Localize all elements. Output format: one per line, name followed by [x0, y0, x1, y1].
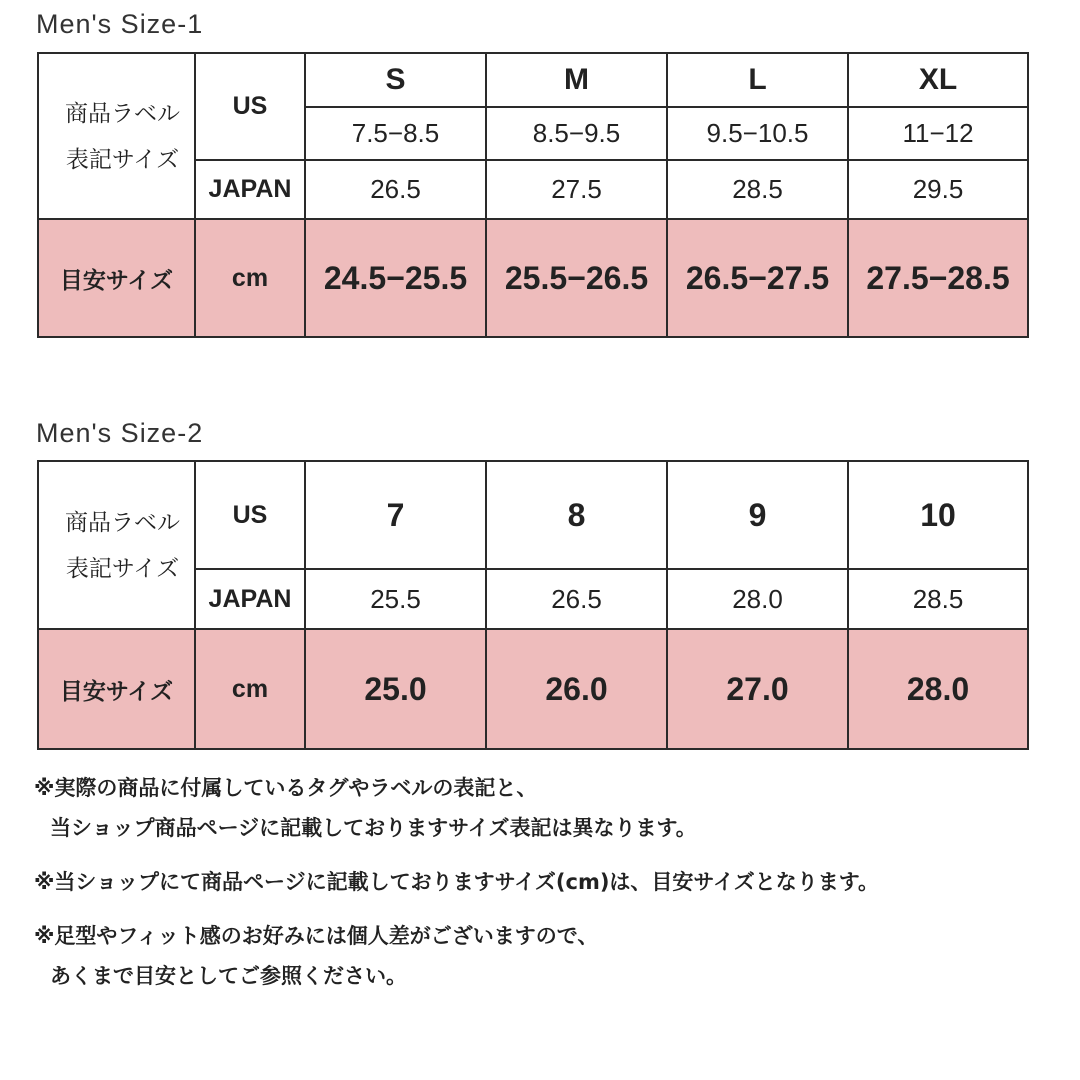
us-size-value: 9 — [667, 461, 848, 569]
table1-title: Men's Size-1 — [36, 9, 204, 39]
guide-size-label: 目安サイズ — [38, 629, 195, 749]
size-table-2 — [37, 460, 1029, 750]
japan-label: JAPAN — [195, 569, 305, 629]
us-size-value: 8.5−9.5 — [486, 107, 667, 160]
label-line2: 表記サイズ — [65, 555, 180, 581]
cm-range-value: 25.5−26.5 — [486, 219, 667, 337]
note-3-line-2: あくまで目安としてご参照ください。 — [50, 964, 407, 988]
us-size-value: 7 — [305, 461, 486, 569]
cm-range-value: 24.5−25.5 — [305, 219, 486, 337]
us-size-value: 8 — [486, 461, 667, 569]
guide-size-label: 目安サイズ — [38, 219, 195, 337]
label-line1: 商品ラベル — [65, 509, 180, 535]
note-2: ※当ショップにて商品ページに記載しておりますサイズ(cm)は、目安サイズとなります。 — [34, 870, 880, 894]
japan-size-value: 29.5 — [848, 160, 1028, 219]
cm-value: 27.0 — [667, 629, 848, 749]
label-cell — [38, 53, 195, 219]
size-header: M — [486, 53, 667, 107]
size-table-1 — [37, 52, 1029, 338]
label-line1: 商品ラベル — [65, 100, 180, 126]
size-header: S — [305, 53, 486, 107]
japan-size-value: 25.5 — [305, 569, 486, 629]
cm-range-value: 26.5−27.5 — [667, 219, 848, 337]
us-size-value: 9.5−10.5 — [667, 107, 848, 160]
table2-title: Men's Size-2 — [36, 418, 204, 448]
japan-size-value: 28.0 — [667, 569, 848, 629]
cm-value: 28.0 — [848, 629, 1028, 749]
notes — [34, 768, 1074, 996]
note-1-line-2: 当ショップ商品ページに記載しておりますサイズ表記は異なります。 — [50, 816, 697, 840]
us-label: US — [195, 53, 305, 160]
note-3-line-1: ※足型やフィット感のお好みには個人差がございますので、 — [34, 924, 599, 948]
us-label: US — [195, 461, 305, 569]
size-header: L — [667, 53, 848, 107]
japan-size-value: 28.5 — [848, 569, 1028, 629]
note-1-line-1: ※実際の商品に付属しているタグやラベルの表記と、 — [34, 776, 538, 800]
japan-size-value: 27.5 — [486, 160, 667, 219]
us-size-value: 7.5−8.5 — [305, 107, 486, 160]
us-size-value: 10 — [848, 461, 1028, 569]
label-line2: 表記サイズ — [65, 146, 180, 172]
japan-size-value: 26.5 — [486, 569, 667, 629]
label-cell — [38, 461, 195, 629]
cm-value: 25.0 — [305, 629, 486, 749]
japan-size-value: 28.5 — [667, 160, 848, 219]
cm-label: cm — [195, 219, 305, 337]
cm-value: 26.0 — [486, 629, 667, 749]
us-size-value: 11−12 — [848, 107, 1028, 160]
size-header: XL — [848, 53, 1028, 107]
japan-label: JAPAN — [195, 160, 305, 219]
japan-size-value: 26.5 — [305, 160, 486, 219]
cm-range-value: 27.5−28.5 — [848, 219, 1028, 337]
cm-label: cm — [195, 629, 305, 749]
